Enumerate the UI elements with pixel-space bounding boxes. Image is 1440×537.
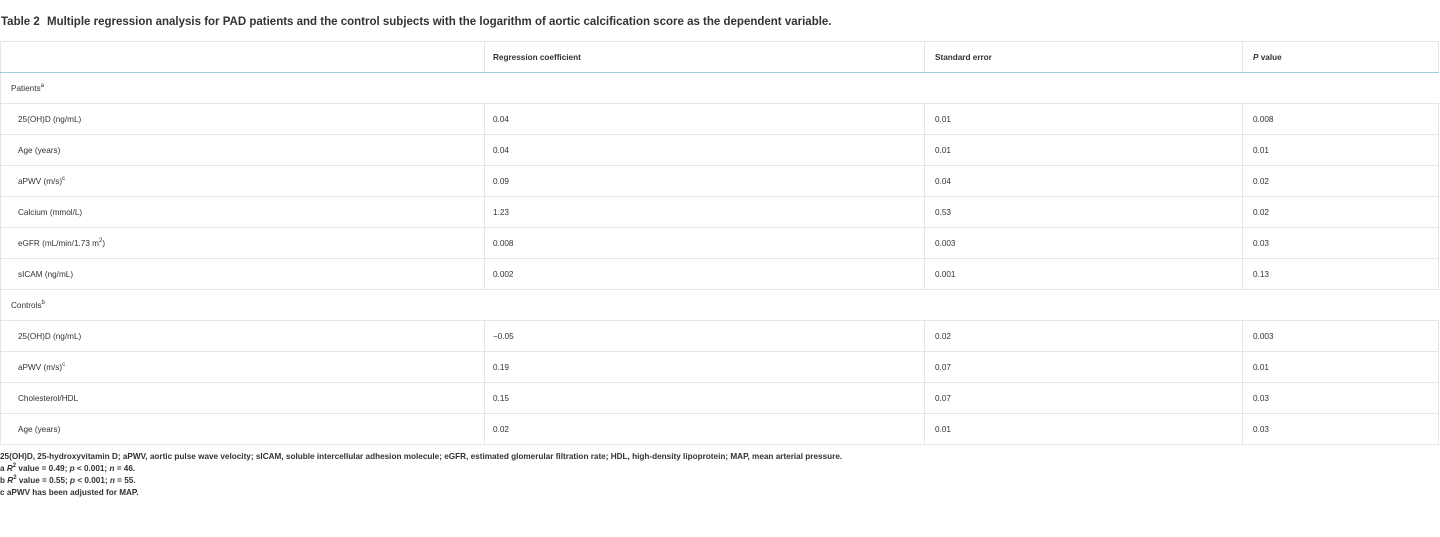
cell-coefficient: 0.002 [485, 259, 925, 290]
cell-p-value: 0.01 [1243, 135, 1439, 166]
cell-p-value: 0.03 [1243, 414, 1439, 445]
cell-variable: eGFR (mL/min/1.73 $m^2$) [1, 228, 485, 259]
table-title: Multiple regression analysis for PAD patients and the control subjects with the logarithm of aortic calcification score as the dependent variable. [46, 16, 832, 28]
regression-table [0, 41, 1439, 445]
cell-coefficient: 0.19 [485, 352, 925, 383]
cell-standard-error: 0.53 [925, 197, 1243, 228]
table-row [1, 259, 1439, 290]
cell-coefficient: 0.04 [485, 135, 925, 166]
cell-coefficient: 0.09 [485, 166, 925, 197]
table-row [1, 166, 1439, 197]
cell-variable: sICAM (ng/mL) [1, 259, 485, 290]
cell-p-value: 0.02 [1243, 197, 1439, 228]
table-footnotes [0, 451, 842, 499]
header-variable [1, 42, 485, 73]
footnote-b: b $R^2$ value = 0.55; p < 0.001; n = 55. [0, 475, 136, 485]
table-row [1, 414, 1439, 445]
cell-coefficient: 0.15 [485, 383, 925, 414]
cell-standard-error: 0.04 [925, 166, 1243, 197]
cell-coefficient: 0.02 [485, 414, 925, 445]
cell-standard-error: 0.07 [925, 352, 1243, 383]
cell-p-value: 0.01 [1243, 352, 1439, 383]
header-regression-coefficient: Regression coefficient [485, 42, 925, 73]
cell-variable: Age (years) [1, 135, 485, 166]
table-row [1, 352, 1439, 383]
header-standard-error: Standard error [925, 42, 1243, 73]
table-row [1, 228, 1439, 259]
cell-standard-error: 0.01 [925, 135, 1243, 166]
cell-coefficient: 0.04 [485, 104, 925, 135]
table-row [1, 383, 1439, 414]
cell-variable: 25(OH)D (ng/mL) [1, 104, 485, 135]
cell-standard-error: 0.01 [925, 104, 1243, 135]
cell-coefficient: −0.05 [485, 321, 925, 352]
cell-standard-error: 0.01 [925, 414, 1243, 445]
cell-standard-error: 0.02 [925, 321, 1243, 352]
cell-variable: aPWV $(m/s)^c$ [1, 352, 485, 383]
cell-variable: Calcium (mmol/L) [1, 197, 485, 228]
group-row-patients [1, 73, 1439, 104]
cell-variable: aPWV $(m/s)^c$ [1, 166, 485, 197]
cell-standard-error: 0.07 [925, 383, 1243, 414]
cell-variable: Age (years) [1, 414, 485, 445]
cell-p-value: 0.02 [1243, 166, 1439, 197]
cell-p-value: 0.003 [1243, 321, 1439, 352]
cell-p-value: 0.03 [1243, 383, 1439, 414]
table-row [1, 321, 1439, 352]
footnote-abbreviations: 25(OH)D, 25-hydroxyvitamin D; aPWV, aortic pulse wave velocity; sICAM, soluble intercellular adhesion molecule; eGFR, estimated glomerular filtration rate; HDL, high-density lipoprotein; MAP, mean arterial pressure. [0, 452, 843, 461]
header-row [1, 42, 1439, 73]
table-body [1, 73, 1439, 445]
group-label-patients: Patients$^a$ [1, 73, 1439, 104]
cell-coefficient: 1.23 [485, 197, 925, 228]
cell-variable: Cholesterol/HDL [1, 383, 485, 414]
table-row [1, 135, 1439, 166]
header-p-value: P value [1243, 42, 1439, 73]
footnote-c: c aPWV has been adjusted for MAP. [0, 488, 139, 497]
table-row [1, 197, 1439, 228]
cell-variable: 25(OH)D (ng/mL) [1, 321, 485, 352]
cell-p-value: 0.03 [1243, 228, 1439, 259]
table-caption [1, 16, 832, 28]
cell-standard-error: 0.003 [925, 228, 1243, 259]
table-label: Table 2 [1, 16, 40, 28]
cell-coefficient: 0.008 [485, 228, 925, 259]
group-row-controls [1, 290, 1439, 321]
cell-standard-error: 0.001 [925, 259, 1243, 290]
cell-p-value: 0.13 [1243, 259, 1439, 290]
cell-p-value: 0.008 [1243, 104, 1439, 135]
table-row [1, 104, 1439, 135]
group-label-controls: Controls$^b$ [1, 290, 1439, 321]
footnote-a: a $R^2$ value = 0.49; p < 0.001; n = 46. [0, 463, 136, 473]
